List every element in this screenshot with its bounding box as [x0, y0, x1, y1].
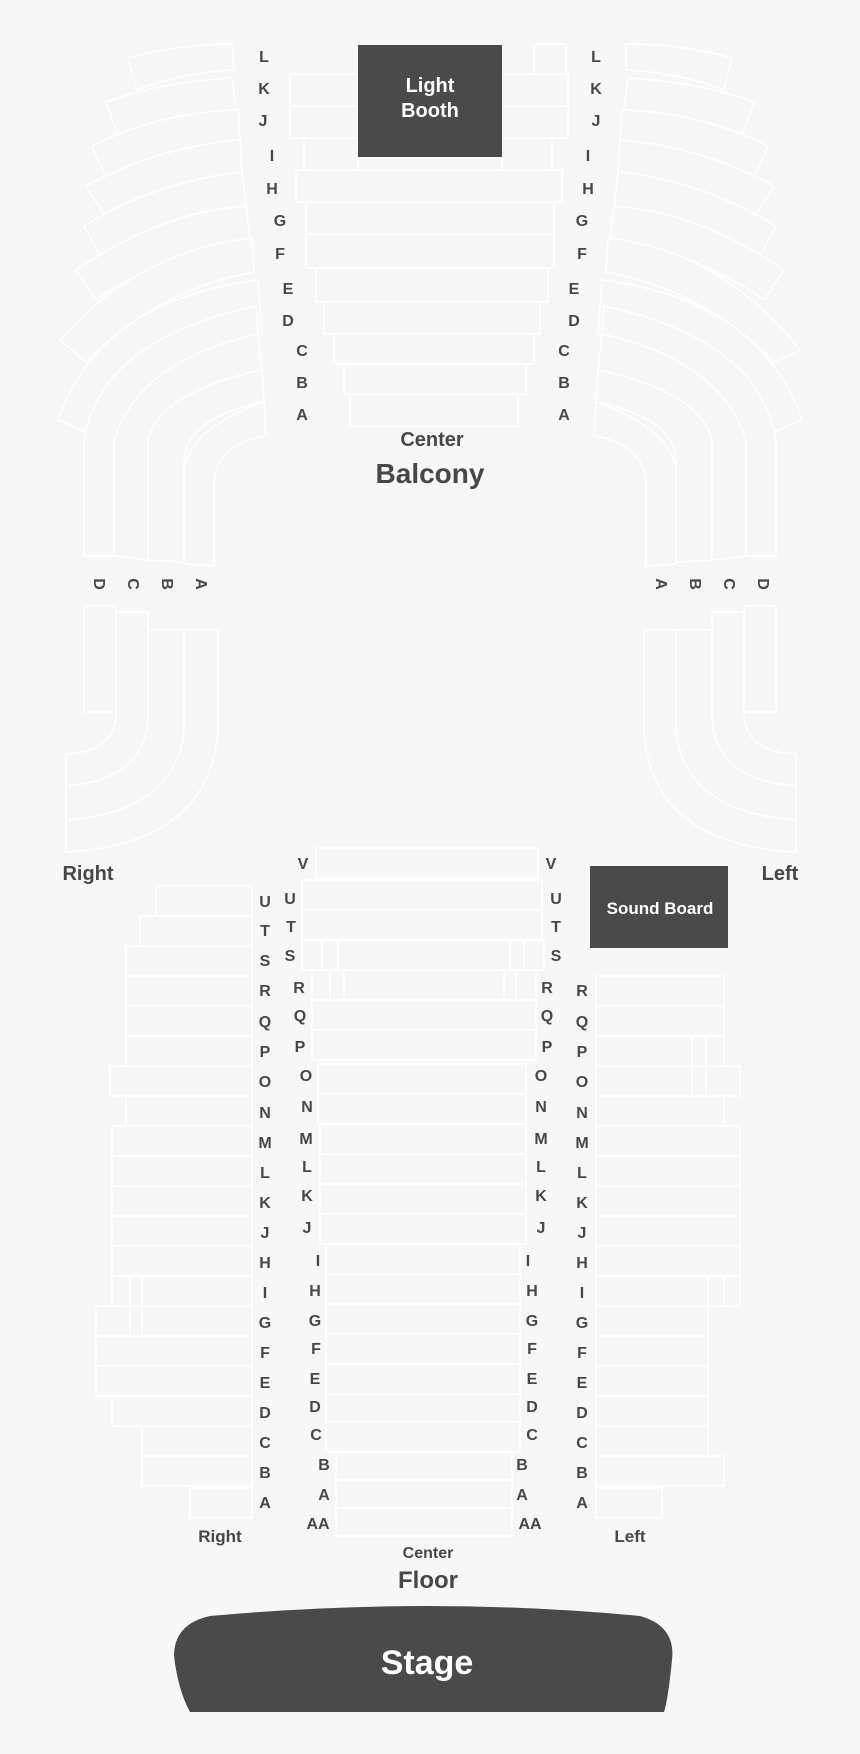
- floor-center-seat-block[interactable]: [326, 1394, 520, 1424]
- floor-center-left-row-label: S: [284, 948, 296, 966]
- floor-center-left-row-label: L: [302, 1159, 312, 1177]
- floor-right-row-label: B: [259, 1465, 271, 1483]
- balcony-right-row-label: L: [591, 49, 601, 67]
- balcony-center-row-g[interactable]: [306, 202, 554, 234]
- floor-center-right-row-label: AA: [518, 1516, 542, 1534]
- floor-center-seat-block[interactable]: [510, 940, 524, 970]
- balcony-wing-left-label: B: [157, 578, 175, 590]
- floor-center-seat-block[interactable]: [326, 1334, 520, 1364]
- floor-right-row-label: S: [259, 953, 271, 971]
- sound-board-label: Sound Board: [606, 899, 714, 918]
- floor-right-seat-block[interactable]: [142, 1276, 252, 1306]
- floor-center-right-row-label: C: [526, 1427, 538, 1445]
- floor-center-seat-block[interactable]: [524, 940, 544, 970]
- floor-left-row-label: N: [576, 1105, 588, 1123]
- floor-right-row-label: R: [259, 983, 271, 1001]
- floor-left-seat-block[interactable]: [596, 1216, 740, 1246]
- floor-center-seat-block[interactable]: [338, 940, 510, 970]
- floor-center-seat-block[interactable]: [312, 970, 330, 1000]
- floor-right-seat-block[interactable]: [126, 1006, 252, 1036]
- floor-center-right-row-label: J: [536, 1220, 546, 1238]
- floor-left-row-label: J: [577, 1225, 587, 1243]
- floor-center-seat-block[interactable]: [302, 940, 322, 970]
- floor-center-seat-block[interactable]: [302, 880, 542, 910]
- balcony-center-row-j-right[interactable]: [502, 106, 568, 138]
- floor-left-row-label: M: [575, 1135, 589, 1153]
- floor-right-seat-block[interactable]: [126, 1096, 252, 1126]
- stage: [174, 1606, 672, 1712]
- floor-center-left-row-label: A: [318, 1487, 330, 1505]
- floor-center-seat-block[interactable]: [516, 970, 536, 1000]
- floor-title: Floor: [398, 1567, 458, 1594]
- floor-right-seat-block[interactable]: [110, 1066, 252, 1096]
- balcony-left-row-label: H: [266, 181, 278, 199]
- floor-center-right-row-label: I: [525, 1253, 531, 1271]
- floor-right-seat-block[interactable]: [112, 1156, 252, 1186]
- floor-right-row-label: Q: [258, 1014, 272, 1032]
- floor-left-row-label: K: [576, 1195, 588, 1213]
- floor-right-section-label: Right: [198, 1527, 242, 1546]
- balcony-right-row-label: A: [558, 407, 570, 425]
- balcony-left-row-label: F: [275, 246, 285, 264]
- floor-center-left-row-label: E: [309, 1371, 321, 1389]
- floor-right-row-label: T: [260, 923, 270, 941]
- floor-center-seat-block[interactable]: [320, 1214, 526, 1244]
- floor-center-left-row-label: T: [286, 919, 296, 937]
- floor-center-left-row-label: J: [302, 1220, 312, 1238]
- floor-left-seat-block[interactable]: [596, 1488, 662, 1518]
- floor-left-row-label: R: [576, 983, 588, 1001]
- floor-left-seat-block[interactable]: [706, 1036, 724, 1066]
- floor-right-row-label: L: [260, 1165, 270, 1183]
- floor-left-seat-block[interactable]: [596, 1126, 740, 1156]
- floor-center-left-row-label: AA: [306, 1516, 330, 1534]
- balcony-left-row-label: G: [273, 213, 287, 231]
- floor-center-left-row-label: R: [293, 980, 305, 998]
- floor-section: [96, 848, 740, 1594]
- balcony-left-row-label: B: [296, 375, 308, 393]
- balcony-wing-left-label: A: [191, 578, 209, 590]
- balcony-right-row-label: I: [585, 148, 591, 166]
- floor-left-row-label: O: [575, 1074, 589, 1092]
- floor-center-seat-block[interactable]: [326, 1274, 520, 1304]
- floor-center-right-row-label: O: [534, 1068, 548, 1086]
- floor-center-left-row-label: Q: [293, 1008, 307, 1026]
- balcony-center-row-d[interactable]: [324, 302, 540, 334]
- balcony-wing-right-label: C: [719, 578, 737, 590]
- floor-center-left-row-label: D: [309, 1399, 321, 1417]
- floor-center-right-row-label: T: [551, 919, 561, 937]
- floor-right-seat-block[interactable]: [126, 946, 252, 976]
- floor-center-seat-block[interactable]: [326, 1364, 520, 1394]
- floor-right-row-label: G: [258, 1315, 272, 1333]
- floor-left-seat-block[interactable]: [692, 1036, 706, 1066]
- floor-left-seat-block[interactable]: [596, 1006, 724, 1036]
- floor-right-row-label: U: [259, 894, 271, 912]
- floor-right-row-label: K: [259, 1195, 271, 1213]
- floor-left-seat-block[interactable]: [596, 1426, 708, 1456]
- balcony-wing-right-label: B: [685, 578, 703, 590]
- floor-center-seat-block[interactable]: [320, 1154, 526, 1184]
- side-box-left-seat-d[interactable]: [744, 606, 776, 712]
- floor-right-seat-block[interactable]: [142, 1456, 252, 1486]
- floor-right-seat-block[interactable]: [112, 1246, 252, 1276]
- balcony-center-row-c[interactable]: [334, 334, 534, 364]
- balcony-center-row-l-left[interactable]: [290, 74, 358, 106]
- balcony-left-row-label: L: [259, 49, 269, 67]
- floor-left-row-label: E: [576, 1375, 588, 1393]
- floor-left-seat-block[interactable]: [596, 1456, 724, 1486]
- floor-right-seat-block[interactable]: [96, 1306, 130, 1336]
- floor-right-seat-block[interactable]: [96, 1366, 252, 1396]
- floor-center-seat-block[interactable]: [330, 970, 344, 1000]
- floor-right-row-label: J: [260, 1225, 270, 1243]
- floor-right-row-label: M: [258, 1135, 272, 1153]
- floor-right-seat-block[interactable]: [142, 1306, 252, 1336]
- balcony-center-row-l-top[interactable]: [534, 44, 566, 74]
- floor-center-seat-block[interactable]: [326, 1244, 520, 1274]
- floor-right-row-label: I: [262, 1285, 268, 1303]
- balcony-center-row-f[interactable]: [306, 234, 554, 268]
- floor-left-seat-block[interactable]: [706, 1066, 740, 1096]
- floor-right-seat-block[interactable]: [190, 1488, 252, 1518]
- floor-left-seat-block[interactable]: [596, 1306, 708, 1336]
- floor-center-seat-block[interactable]: [302, 910, 542, 940]
- floor-center-seat-block[interactable]: [312, 1000, 536, 1030]
- balcony-center-row-a[interactable]: [350, 394, 518, 426]
- balcony-wing-left-label: D: [89, 578, 107, 590]
- floor-center-seat-block[interactable]: [326, 1422, 520, 1452]
- floor-right-seat-block[interactable]: [142, 1426, 252, 1456]
- floor-center-left-row-label: M: [299, 1131, 313, 1149]
- floor-left-seat-block[interactable]: [724, 1276, 740, 1306]
- floor-center-seat-block[interactable]: [504, 970, 516, 1000]
- floor-left-row-label: G: [575, 1315, 589, 1333]
- floor-right-seat-block[interactable]: [130, 1306, 142, 1336]
- balcony-left-row-label: I: [269, 148, 275, 166]
- stage-label: Stage: [380, 1644, 474, 1682]
- floor-right-seat-block[interactable]: [126, 976, 252, 1006]
- balcony-wing-left-label: C: [123, 578, 141, 590]
- balcony-section: [58, 44, 802, 590]
- floor-center-seat-block[interactable]: [318, 1064, 526, 1094]
- floor-center-seat-block[interactable]: [320, 1124, 526, 1154]
- side-box-right-label: Right: [62, 863, 114, 885]
- floor-left-row-label: P: [576, 1044, 588, 1062]
- floor-center-left-row-label: H: [309, 1283, 321, 1301]
- floor-right-seat-block[interactable]: [112, 1276, 130, 1306]
- floor-right-seat-block[interactable]: [112, 1396, 252, 1426]
- floor-center-right-row-label: S: [550, 948, 562, 966]
- floor-right-section: [96, 886, 252, 1518]
- balcony-left-row-label: K: [258, 81, 270, 99]
- light-booth-label-line2: Booth: [401, 100, 459, 122]
- balcony-wing-right-label: A: [651, 578, 669, 590]
- balcony-right-row-label: K: [590, 81, 602, 99]
- floor-center-right-row-label: L: [536, 1159, 546, 1177]
- floor-right-row-label: N: [259, 1105, 271, 1123]
- floor-right-row-label: O: [258, 1074, 272, 1092]
- floor-center-left-row-label: F: [311, 1341, 321, 1359]
- floor-center-left-row-label: I: [315, 1253, 321, 1271]
- floor-right-seat-block[interactable]: [96, 1336, 252, 1366]
- floor-center-section: [299, 848, 544, 1536]
- floor-center-left-row-label: O: [299, 1068, 313, 1086]
- floor-right-row-label: D: [259, 1405, 271, 1423]
- floor-center-right-row-label: G: [525, 1313, 539, 1331]
- floor-center-label: Center: [402, 1545, 454, 1562]
- balcony-wing-right-label: D: [753, 578, 771, 590]
- balcony-right-row-label: D: [568, 313, 580, 331]
- light-booth-label-line1: Light: [405, 75, 455, 97]
- floor-left-row-label: F: [577, 1345, 587, 1363]
- floor-center-right-row-label: K: [535, 1188, 547, 1206]
- floor-center-left-row-label: K: [301, 1188, 313, 1206]
- floor-left-row-label: D: [576, 1405, 588, 1423]
- floor-center-right-row-label: N: [535, 1099, 547, 1117]
- floor-left-seat-block[interactable]: [596, 1066, 692, 1096]
- balcony-title: Balcony: [375, 458, 485, 489]
- floor-right-row-label: A: [259, 1495, 271, 1513]
- floor-center-right-row-label: V: [545, 856, 557, 874]
- floor-left-seat-block[interactable]: [596, 1156, 740, 1186]
- side-box-left-label: Left: [761, 863, 799, 885]
- balcony-wing-left-labels: [90, 578, 209, 590]
- floor-left-seat-block[interactable]: [692, 1066, 706, 1096]
- floor-left-row-label: A: [576, 1495, 588, 1513]
- floor-right-row-label: F: [260, 1345, 270, 1363]
- balcony-right-row-label: F: [577, 246, 587, 264]
- floor-right-seat-block[interactable]: [140, 916, 252, 946]
- floor-left-seat-block[interactable]: [596, 1366, 708, 1396]
- balcony-left-row-label: A: [296, 407, 308, 425]
- balcony-right-row-label: J: [591, 113, 601, 131]
- floor-left-row-label: Q: [575, 1014, 589, 1032]
- side-box-right: [62, 606, 218, 885]
- floor-left-seat-block[interactable]: [596, 1276, 708, 1306]
- balcony-left-row-label: D: [282, 313, 294, 331]
- floor-center-right-row-label: Q: [540, 1008, 554, 1026]
- floor-left-row-label: H: [576, 1255, 588, 1273]
- floor-left-row-label: B: [576, 1465, 588, 1483]
- floor-center-left-row-label: G: [308, 1313, 322, 1331]
- floor-right-seat-block[interactable]: [126, 1036, 252, 1066]
- floor-left-row-label: I: [579, 1285, 585, 1303]
- floor-center-seat-block[interactable]: [336, 1452, 512, 1480]
- balcony-center-row-j-left[interactable]: [290, 106, 358, 138]
- floor-right-seat-block[interactable]: [112, 1186, 252, 1216]
- balcony-center-row-i-right[interactable]: [502, 138, 552, 170]
- floor-right-row-label: H: [259, 1255, 271, 1273]
- floor-center-right-row-label: F: [527, 1341, 537, 1359]
- balcony-center-row-h[interactable]: [296, 170, 562, 202]
- balcony-center-row-e[interactable]: [316, 268, 548, 302]
- floor-center-seat-block[interactable]: [318, 1094, 526, 1124]
- balcony-left-row-label: J: [258, 113, 268, 131]
- balcony-right-row-label: H: [582, 181, 594, 199]
- floor-right-seat-block[interactable]: [130, 1276, 142, 1306]
- floor-center-left-row-label: P: [294, 1039, 306, 1057]
- floor-center-left-row-label: U: [284, 891, 296, 909]
- floor-center-right-row-label: U: [550, 891, 562, 909]
- floor-center-left-row-label: V: [297, 856, 309, 874]
- floor-center-right-row-label: A: [516, 1487, 528, 1505]
- floor-center-right-row-label: E: [526, 1371, 538, 1389]
- floor-center-seat-block[interactable]: [320, 1184, 526, 1214]
- floor-left-section-label: Left: [614, 1527, 646, 1546]
- balcony-wing-right-labels: [652, 578, 771, 590]
- floor-right-row-label: E: [259, 1375, 271, 1393]
- balcony-left-row-label: E: [282, 281, 294, 299]
- floor-left-seat-block[interactable]: [596, 1096, 724, 1126]
- floor-center-seat-block[interactable]: [316, 848, 538, 878]
- floor-center-right-row-label: R: [541, 980, 553, 998]
- balcony-center-row-i-left[interactable]: [304, 138, 358, 170]
- floor-left-seat-block[interactable]: [596, 1186, 740, 1216]
- floor-center-left-row-label: N: [301, 1099, 313, 1117]
- balcony-center-label: Center: [400, 429, 464, 451]
- floor-right-seat-block[interactable]: [112, 1216, 252, 1246]
- floor-left-seat-block[interactable]: [596, 1246, 740, 1276]
- floor-center-seat-block[interactable]: [322, 940, 338, 970]
- floor-center-left-row-label: C: [310, 1427, 322, 1445]
- floor-left-seat-block[interactable]: [596, 1036, 692, 1066]
- balcony-right-row-label: B: [558, 375, 570, 393]
- floor-center-right-row-label: P: [541, 1039, 553, 1057]
- floor-center-left-row-label: B: [318, 1457, 330, 1475]
- balcony-left-row-label: C: [296, 343, 308, 361]
- side-box-right-seat-d[interactable]: [84, 606, 116, 712]
- balcony-center-row-l-right[interactable]: [502, 74, 568, 106]
- balcony-right-row-label: E: [568, 281, 580, 299]
- side-box-left: [644, 606, 799, 885]
- floor-center-seat-block[interactable]: [336, 1480, 512, 1508]
- floor-center-right-row-label: D: [526, 1399, 538, 1417]
- floor-center-seat-block[interactable]: [336, 1508, 512, 1536]
- balcony-right-row-label: G: [575, 213, 589, 231]
- floor-center-seat-block[interactable]: [312, 1030, 536, 1060]
- floor-center-right-row-label: H: [526, 1283, 538, 1301]
- floor-left-seat-block[interactable]: [596, 1336, 708, 1366]
- floor-left-seat-block[interactable]: [708, 1276, 724, 1306]
- floor-left-row-label: C: [576, 1435, 588, 1453]
- floor-right-seat-block[interactable]: [156, 886, 252, 916]
- floor-center-seat-block[interactable]: [326, 1304, 520, 1334]
- balcony-right-row-label: C: [558, 343, 570, 361]
- floor-center-right-row-label: M: [534, 1131, 548, 1149]
- floor-left-row-labels: [575, 983, 588, 1512]
- floor-right-seat-block[interactable]: [112, 1126, 252, 1156]
- floor-center-right-row-label: B: [516, 1457, 528, 1475]
- floor-center-seat-block[interactable]: [344, 970, 504, 1000]
- floor-left-section: [596, 976, 740, 1518]
- floor-right-row-label: C: [259, 1435, 271, 1453]
- floor-left-row-label: L: [577, 1165, 587, 1183]
- floor-left-seat-block[interactable]: [596, 1396, 708, 1426]
- floor-right-row-label: P: [259, 1044, 271, 1062]
- balcony-center-row-b[interactable]: [344, 364, 526, 394]
- floor-right-row-labels: [258, 894, 271, 1512]
- floor-left-seat-block[interactable]: [596, 976, 724, 1006]
